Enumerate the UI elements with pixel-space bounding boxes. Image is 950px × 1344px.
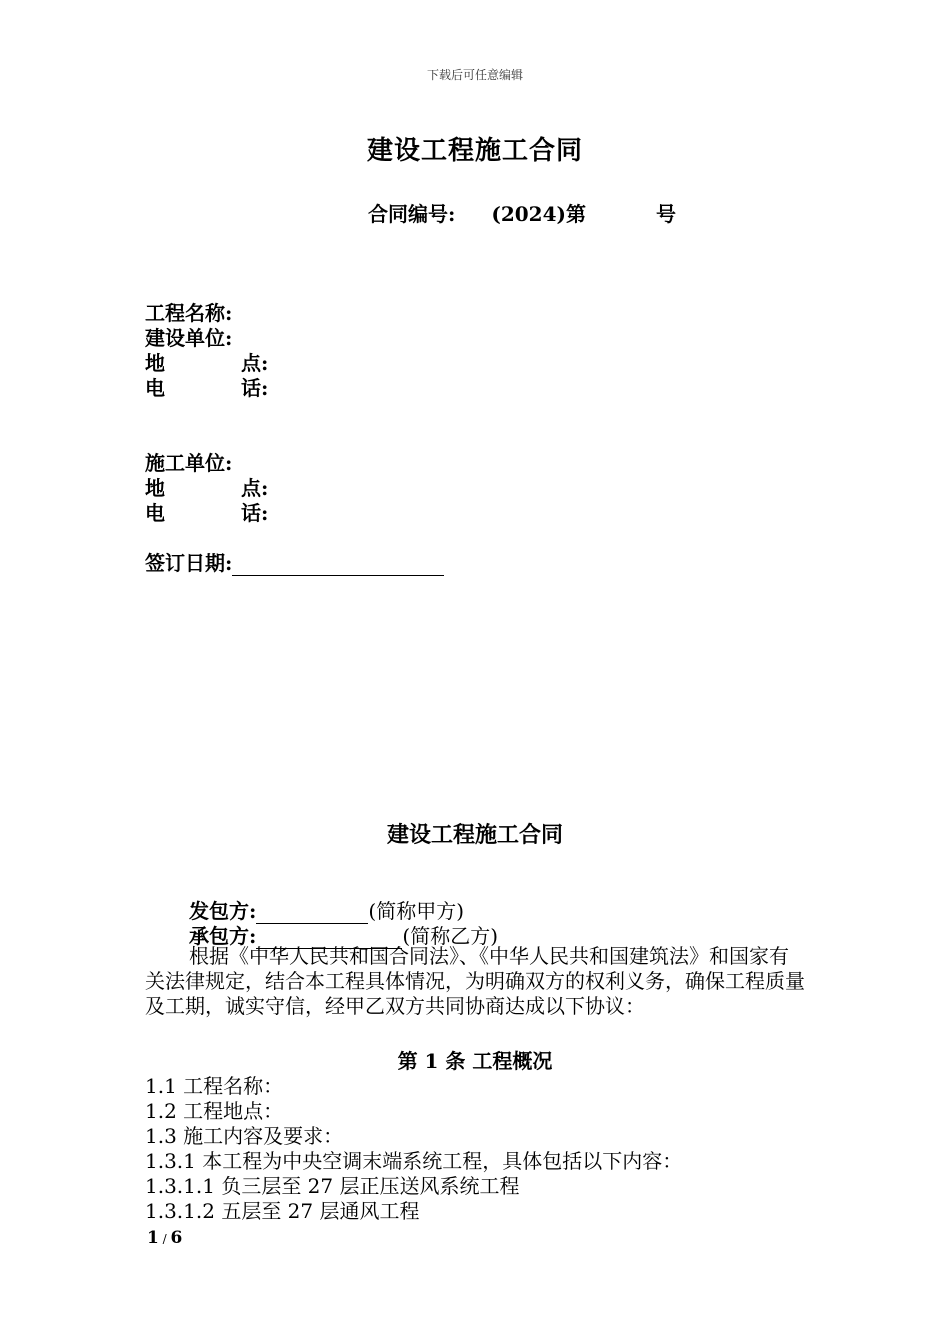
field-label-b: 话: [241, 376, 269, 400]
header-note: 下载后可任意编辑 [426, 68, 523, 82]
article-1-title: 第 1 条 工程概况 [397, 1049, 553, 1073]
field-label-b: 点: [241, 351, 269, 375]
contract-number [368, 198, 676, 227]
page-total: 6 [170, 1228, 183, 1248]
sign-date-line [232, 555, 444, 576]
body-title: 建设工程施工合同 [386, 822, 563, 848]
field-label-b: 点: [241, 476, 269, 500]
party-a-label: 发包方: [189, 899, 257, 923]
contract-number-suffix: 号 [655, 202, 676, 226]
field-owner-phone [145, 372, 268, 401]
list-item: 1.3.1.2 五层至 27 层通风工程 [145, 1199, 420, 1223]
field-label-a: 电 [145, 501, 165, 525]
field-label-b: 话: [241, 501, 269, 525]
field-label-a: 地 [145, 476, 165, 500]
list-item: 1.2 工程地点： [145, 1099, 284, 1123]
list-item: 1.1 工程名称： [145, 1074, 284, 1098]
party-b-label: 承包方: [189, 924, 257, 948]
party-b-note: (简称乙方) [402, 924, 498, 948]
field-label: 施工单位: [145, 451, 233, 475]
sign-date-label: 签订日期: [145, 551, 233, 575]
field-contractor-phone [145, 497, 268, 526]
field-label-a: 地 [145, 351, 165, 375]
contract-number-label: 合同编号: [368, 202, 456, 226]
page-number [147, 1228, 182, 1248]
field-sign-date [145, 547, 444, 576]
page-current: 1 [147, 1228, 159, 1248]
preamble-paragraph: 根据《中华人民共和国合同法》、《中华人民共和国建筑法》和国家有关法律规定，结合本工程具体情况，为明确双方的权利义务，确保工程质量及工期，诚实守信，经甲乙双方共同协商达成以下协议： [145, 944, 805, 1018]
cover-title: 建设工程施工合同 [366, 136, 583, 166]
field-label: 建设单位: [145, 326, 233, 350]
list-item: 1.3.1 本工程为中央空调末端系统工程，具体包括以下内容： [145, 1149, 683, 1173]
field-label: 工程名称: [145, 301, 233, 325]
field-label-a: 电 [145, 376, 165, 400]
page-separator: / [158, 1232, 171, 1246]
contract-number-year: (2024)第 [491, 202, 586, 226]
list-item: 1.3.1.1 负三层至 27 层正压送风系统工程 [145, 1174, 520, 1198]
list-item: 1.3 施工内容及要求： [145, 1124, 344, 1148]
party-a-note: (简称甲方) [368, 899, 464, 923]
